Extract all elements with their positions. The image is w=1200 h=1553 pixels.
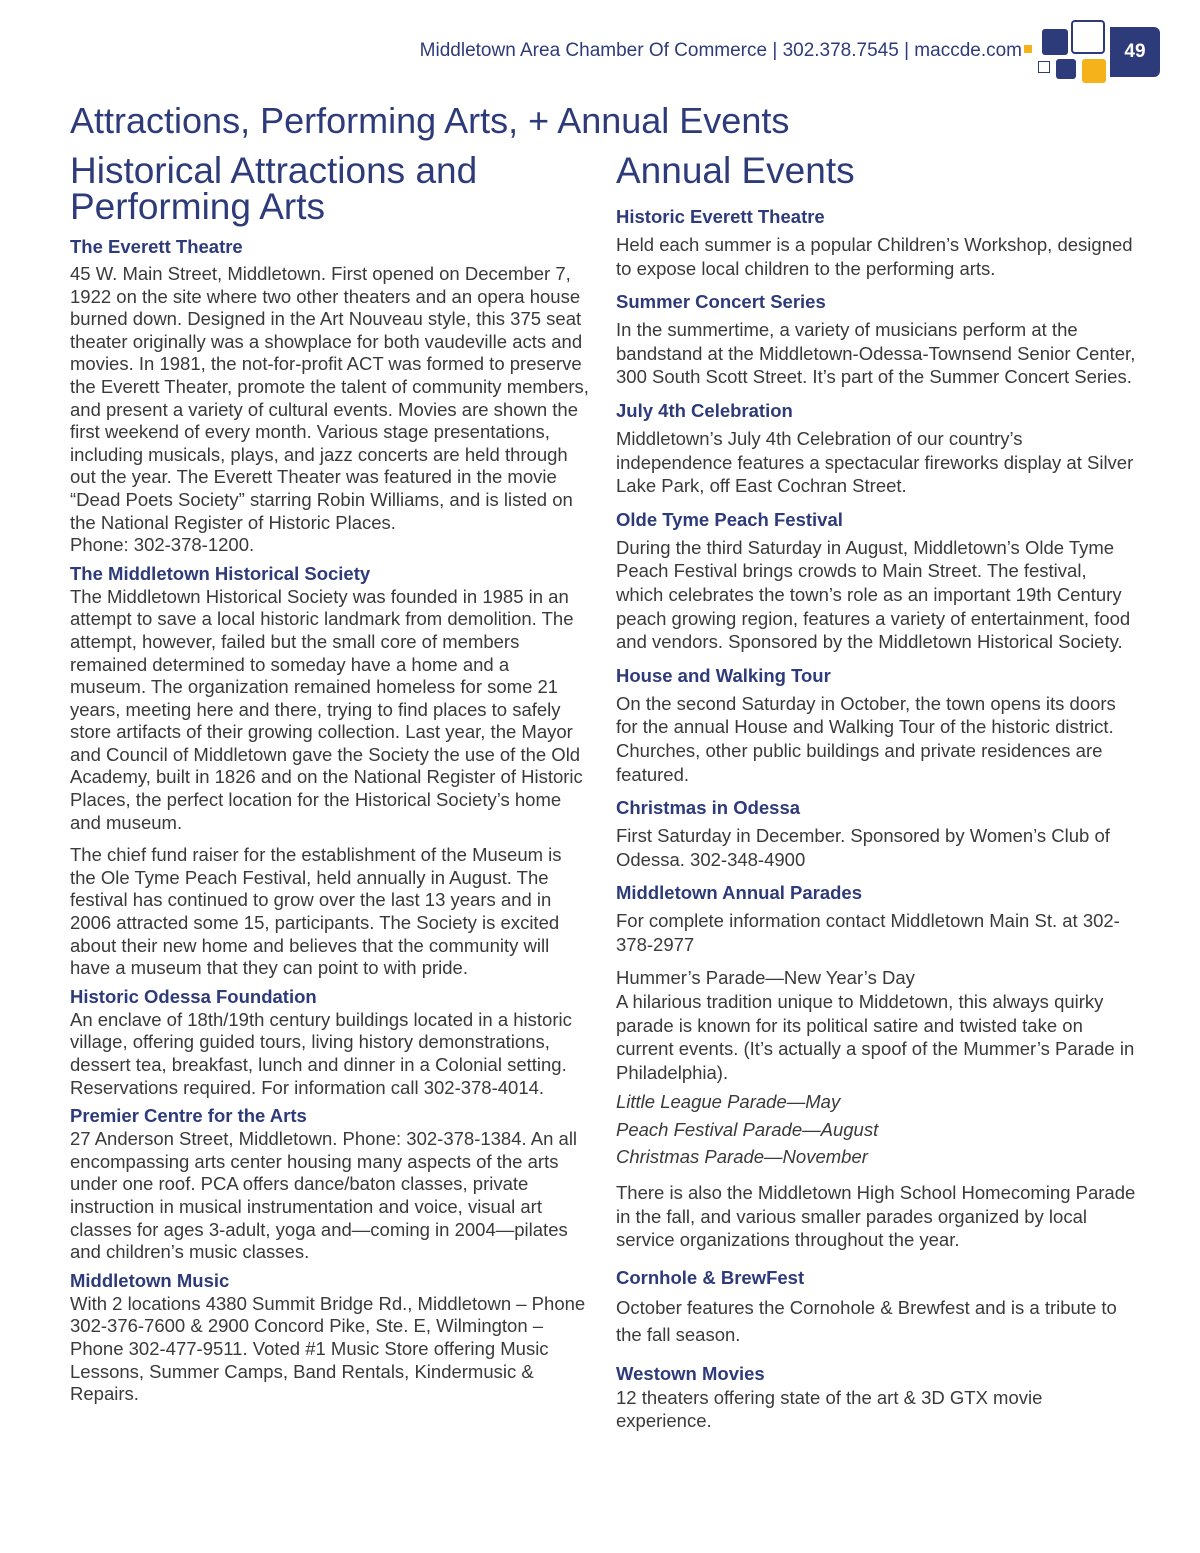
section-title: Historic Odessa Foundation [70, 985, 317, 1007]
section-title: The Everett Theatre [70, 236, 243, 257]
event-body: In the summertime, a variety of musicians perform at the bandstand at the Middletown-Odessa-Townsend Senior Center, 300 South Scott Street. It’s part of the Summer Concert Series. [616, 319, 1136, 388]
event-title: Summer Concert Series [616, 291, 826, 313]
event-body: Held each summer is a popular Children’s Workshop, designed to expose local children to the performing arts. [616, 234, 1133, 279]
homecoming-parade-text: There is also the Middletown High School Homecoming Parade in the fall, and various smaller parades organized by local service organizations throughout the year. [616, 1181, 1136, 1251]
parade-list-item: Little League Parade—May [616, 1091, 841, 1113]
section-body: 45 W. Main Street, Middletown. First opened on December 7, 1922 on the site where two other theaters and an opera house burned down. Designed in the Art Nouveau style, this 375 seat theater originally was a showplace for both vaudeville acts and movies. In 1981, the not-for-profit ACT was formed to preserve the Everett Theater, promote the talent of community members, and present a variety of cultural events. Movies are shown the first weekend of every month. Various stage presentations, including musicals, plays, and jazz concerts are held through out the year. The Everett Theater was featured in the movie “Dead Poets Society” starring Robin Williams, and is listed on the National Register of Historic Places. [70, 263, 589, 533]
event-body: October features the Cornohole & Brewfest and is a tribute to the fall season. [616, 1296, 1117, 1345]
event-title: House and Walking Tour [616, 664, 831, 686]
section-body: An enclave of 18th/19th century buildings located in a historic village, offering guided tours, living history demonstrations, dessert tea, breakfast, lunch and dinner in a Colonial setting. Reservations required. For information call 302-378-4014. [70, 1008, 572, 1098]
section-title: Middletown Music [70, 1269, 230, 1291]
event-title: Middletown Annual Parades [616, 882, 863, 904]
event-july-4th [616, 399, 1136, 498]
event-body: Middletown’s July 4th Celebration of our country’s independence features a spectacular fireworks display at Silver Lake Park, off East Cochran Street. [616, 427, 1134, 497]
header-contact-line: Middletown Area Chamber Of Commerce | 302.378.7545 | maccde.com [419, 40, 1022, 61]
event-body: During the third Saturday in August, Middletown’s Olde Tyme Peach Festival brings crowds to Main Street. The festival, which celebrates the town’s role as an important 19th Century peach growing region, features a variety of entertainment, food and vendors. Sponsored by the Middletown Historical Society. [616, 536, 1131, 653]
section-everett-theatre [70, 235, 590, 557]
event-summer-concert [616, 290, 1136, 389]
event-body: First Saturday in December. Sponsored by Women’s Club of Odessa. 302-348-4900 [616, 825, 1110, 870]
event-body: On the second Saturday in October, the town opens its doors for the annual House and Walking Tour of the historic district. Churches, other public buildings and private residences are featured. [616, 692, 1116, 785]
section-body: With 2 locations 4380 Summit Bridge Rd., Middletown – Phone 302-376-7600 & 2900 Concord Pike, Ste. E, Wilmington – Phone 302-477-9511. Voted #1 Music Store offering Music Lessons, Summer Camps, Band Rentals, Kindermusic & Repairs. [70, 1292, 586, 1405]
left-column-heading: Historical Attractions and Performing Arts [70, 150, 478, 227]
section-body: The chief fund raiser for the establishment of the Museum is the Ole Tyme Peach Festival, held annually in August. The festival has continued to grow over the last 13 years and in 2006 attracted some 15, participants. The Society is excited about their new home and believes that the community will have a museum that they can point to with pride. [70, 844, 562, 979]
section-middletown-music [70, 1269, 590, 1406]
event-title: July 4th Celebration [616, 399, 793, 421]
event-cornhole-brewfest [616, 1266, 1136, 1348]
section-premier-centre [70, 1104, 590, 1264]
event-title: Cornhole & BrewFest [616, 1266, 805, 1288]
event-body: For complete information contact Middletown Main St. at 302-378-2977 [616, 910, 1120, 955]
event-christmas-odessa [616, 796, 1136, 871]
page-number: 49 [1110, 27, 1160, 77]
event-title: Olde Tyme Peach Festival [616, 508, 843, 530]
event-title: Historic Everett Theatre [616, 206, 825, 227]
section-body: The Middletown Historical Society was founded in 1985 in an attempt to save a local historic landmark from demolition. The attempt, however, failed but the small core of members remained determined to someday have a home and a museum. The organization remained homeless for some 21 years, meeting here and there, trying to find places to safely store artifacts of their growing collection. Last year, the Mayor and Council of Middletown gave the Society the use of the Old Academy, built in 1826 and on the National Register of Historic Places, the perfect location for the Historical Society’s home and museum. [70, 585, 583, 833]
page-title: Attractions, Performing Arts, + Annual Events [70, 100, 790, 141]
event-annual-parades [616, 881, 1136, 1251]
event-title: Christmas in Odessa [616, 797, 801, 819]
event-everett-theatre [616, 205, 1136, 280]
hummer-parade-body: A hilarious tradition unique to Middetown, this always quirky parade is known for its political satire and twisted take on current events. (It’s actually a spoof of the Mummer’s Parade in Philadelphia). [616, 991, 1135, 1083]
chamber-logo-squares [1024, 17, 1114, 89]
event-westown-movies [616, 1362, 1136, 1433]
left-column [70, 150, 590, 1411]
right-column-heading: Annual Events [616, 150, 855, 191]
right-column [616, 150, 1136, 1443]
event-title: Westown Movies [616, 1362, 765, 1384]
section-body: 27 Anderson Street, Middletown. Phone: 302-378-1384. An all encompassing arts center housing many aspects of the arts under one roof. PCA offers dance/baton classes, private instruction in musical instrumentation and voice, visual art classes for ages 3-adult, yoga and—coming in 2004—pilates and children’s music classes. [70, 1128, 578, 1263]
parade-list-item: Christmas Parade—November [616, 1146, 868, 1168]
section-historic-odessa [70, 985, 590, 1099]
event-walking-tour [616, 664, 1136, 786]
section-title: The Middletown Historical Society [70, 562, 371, 584]
parade-list-item: Peach Festival Parade—August [616, 1118, 879, 1140]
event-peach-festival [616, 508, 1136, 654]
hummer-parade-title: Hummer’s Parade—New Year’s Day [616, 967, 915, 989]
event-body: 12 theaters offering state of the art & 3D GTX movie experience. [616, 1386, 1043, 1432]
section-historical-society [70, 562, 590, 980]
section-title: Premier Centre for the Arts [70, 1105, 307, 1127]
section-phone: Phone: 302-378-1200. [70, 534, 255, 556]
